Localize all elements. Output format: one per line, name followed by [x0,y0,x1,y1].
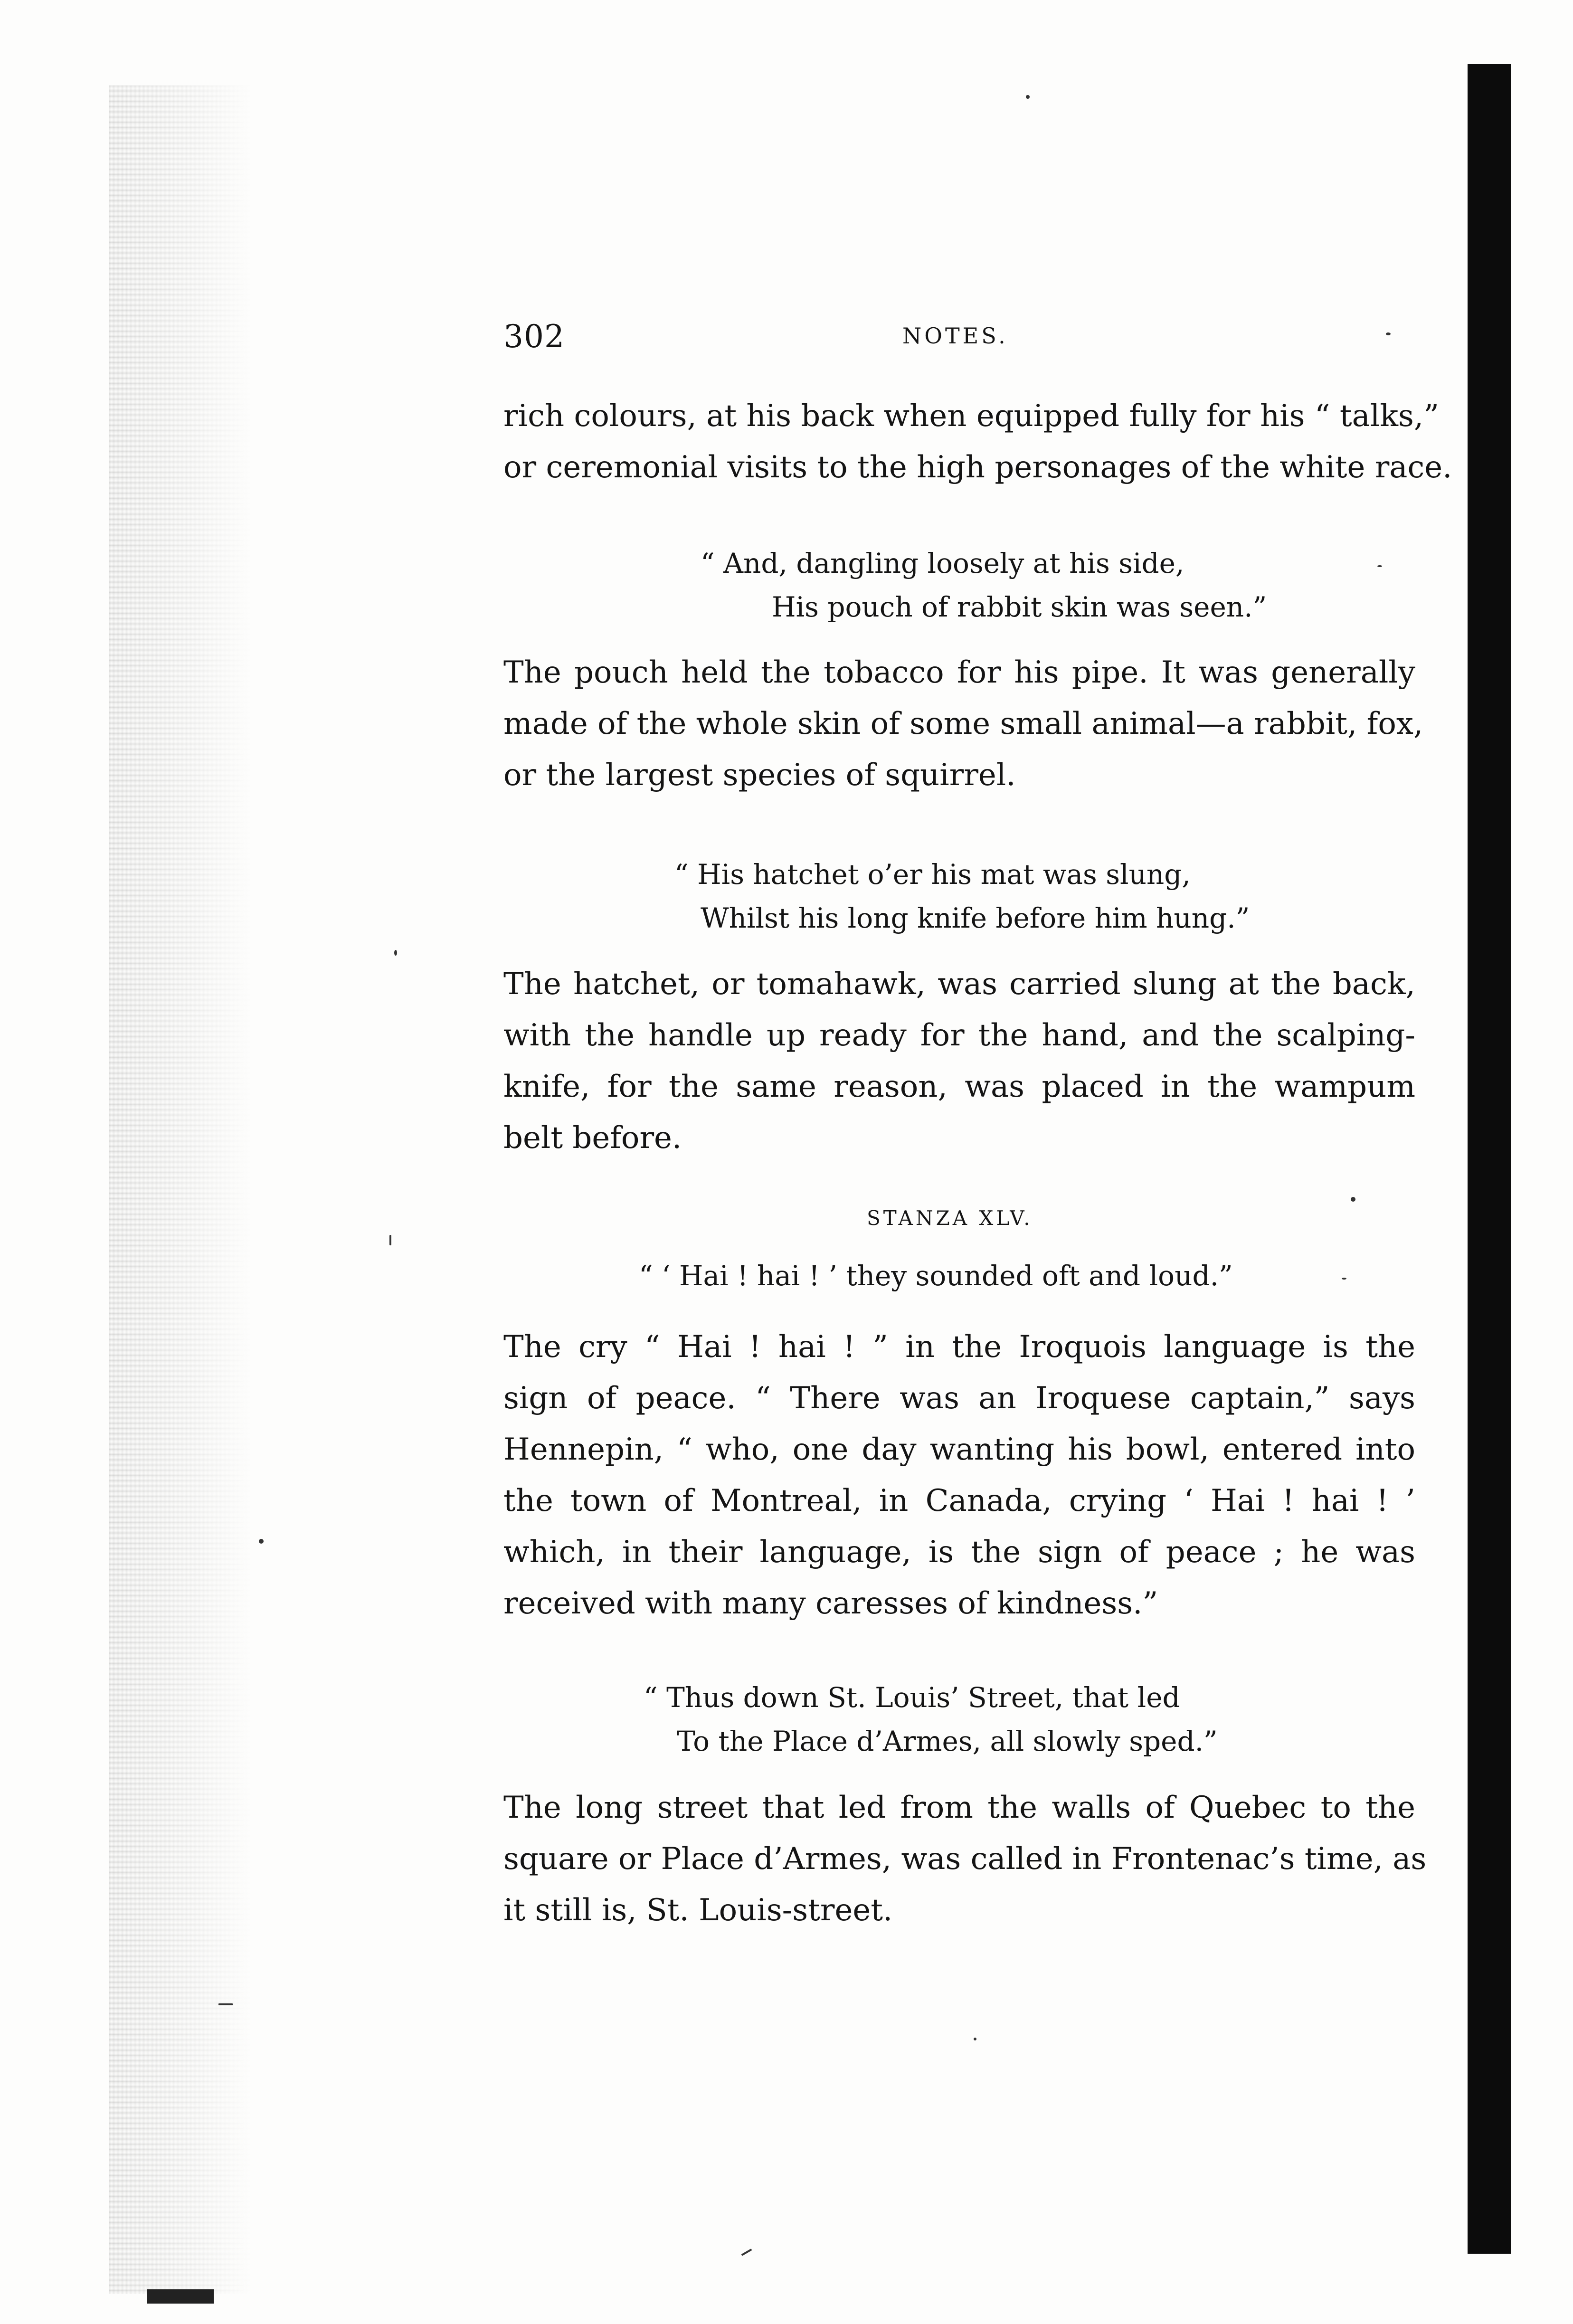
scan-speck [1351,1197,1355,1202]
text-line: received with many caresses of kindness.” [503,1586,1158,1621]
paragraph-4 [503,1321,1415,1629]
scan-speck [1342,1278,1346,1280]
scan-speck [741,2248,752,2256]
verse-quote-2 [674,853,1250,940]
text-line: sign of peace. “ There was an Iroquese captain,” says [503,1381,1415,1416]
text-line: The hatchet, or tomahawk, was carried slung at the back, [503,967,1415,1002]
text-line: Hennepin, “ who, one day wanting his bowl, entered into [503,1432,1415,1467]
page-number: 302 [503,318,565,355]
text-line: belt before. [503,1120,682,1156]
text-line: or ceremonial visits to the high personages of the white race. [503,450,1452,485]
binding-gutter-scan-noise [109,85,252,2294]
verse-line: “ ‘ Hai ! hai ! ’ they sounded oft and loud.” [639,1260,1233,1292]
binding-gutter-mark [147,2289,214,2304]
text-line: rich colours, at his back when equipped fully for his “ talks,” [503,398,1439,434]
paragraph-2 [503,647,1423,801]
verse-line: Whilst his long knife before him hung.” [701,902,1250,934]
verse-quote-4 [644,1676,1218,1763]
text-line: which, in their language, is the sign of peace ; he was [503,1535,1415,1570]
text-line: The long street that led from the walls of Quebec to the [503,1790,1415,1825]
running-head [503,318,1415,356]
stanza-heading: STANZA XLV. [867,1206,1033,1230]
scan-speck [259,1539,264,1544]
text-line: The cry “ Hai ! hai ! ” in the Iroquois language is the [503,1329,1415,1365]
paragraph-5 [503,1782,1427,1936]
verse-line: To the Place d’Armes, all slowly sped.” [677,1725,1218,1757]
verse-line: His pouch of rabbit skin was seen.” [772,591,1267,623]
text-line: the town of Montreal, in Canada, crying ‘ Hai ! hai ! ’ [503,1483,1415,1518]
text-line: or the largest species of squirrel. [503,758,1016,793]
scan-speck [394,950,397,956]
paragraph-1 [503,390,1452,493]
verse-line: “ And, dangling loosely at his side, [701,547,1184,579]
text-line: The pouch held the tobacco for his pipe. It was generally [503,655,1415,690]
verse-line: “ His hatchet o’er his mat was slung, [674,858,1191,891]
verse-quote-1 [701,541,1267,629]
scan-speck [974,2038,976,2040]
scan-speck [218,2003,233,2005]
text-line: with the handle up ready for the hand, and the scalping- [503,1018,1415,1053]
scan-speck [1026,95,1030,99]
text-line: it still is, St. Louis-street. [503,1893,893,1928]
paragraph-3 [503,958,1415,1164]
verse-line: “ Thus down St. Louis’ Street, that led [644,1681,1180,1714]
scan-speck [1377,565,1382,567]
page-edge-shadow [1468,64,1511,2254]
text-line: square or Place d’Armes, was called in Frontenac’s time, as [503,1841,1427,1877]
verse-quote-3 [639,1254,1233,1298]
text-line: knife, for the same reason, was placed in the wampum [503,1069,1415,1104]
scan-speck [389,1235,391,1245]
text-line: made of the whole skin of some small animal—a rabbit, fox, [503,706,1423,741]
running-head-title: NOTES. [902,323,1008,349]
